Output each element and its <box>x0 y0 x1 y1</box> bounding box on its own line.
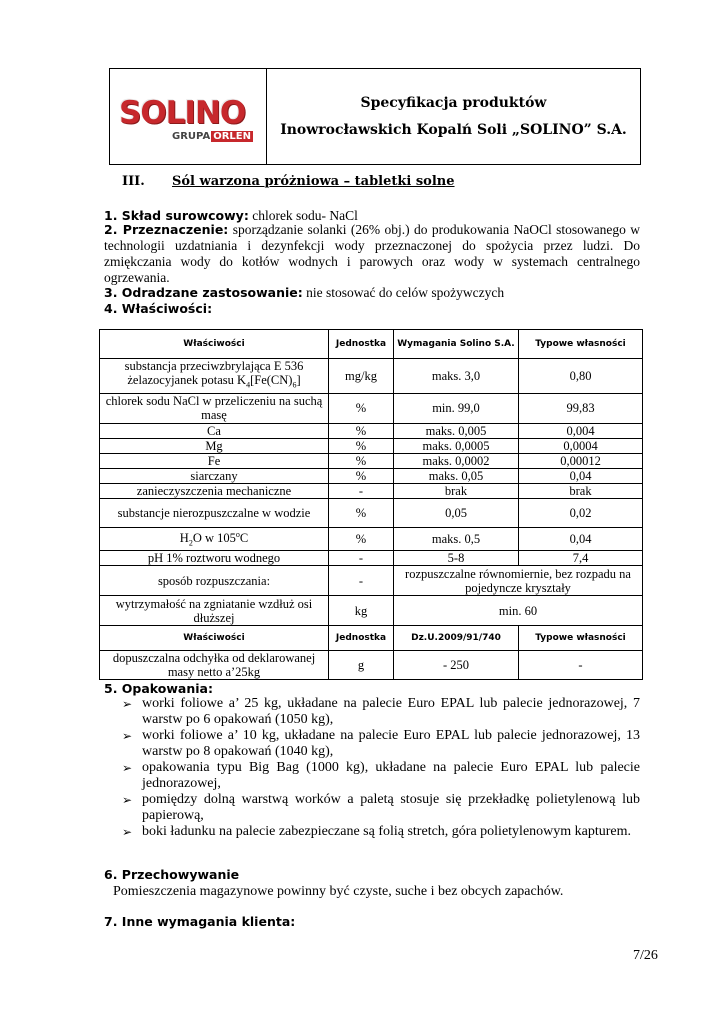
table-row <box>100 596 643 626</box>
column-header: Dz.U.2009/91/740 <box>394 626 519 651</box>
table-cell: 0,04 <box>519 468 643 483</box>
table-cell: 0,00012 <box>519 453 643 468</box>
properties-table <box>99 329 643 680</box>
point-3 <box>104 285 640 301</box>
table-cell: g <box>329 651 394 680</box>
logo-group-label: GRUPA ORLEN <box>172 131 251 142</box>
table-cell: 0,04 <box>519 527 643 551</box>
table-cell: - <box>329 483 394 498</box>
column-header: Właściwości <box>100 330 329 359</box>
table-cell: % <box>329 438 394 453</box>
column-header: Jednostka <box>329 330 394 359</box>
section-number: III. <box>122 174 145 189</box>
arrow-bullet-icon: ➢ <box>122 761 133 775</box>
table-cell: maks. 0,5 <box>394 527 519 551</box>
point-4 <box>104 301 640 317</box>
point-2 <box>104 222 640 286</box>
packaging-heading: 5. Opakowania: <box>104 681 213 696</box>
list-item: ➢ worki foliowe a’ 25 kg, układane na palecie Euro EPAL lub palecie jednorazowej, 7 warstw po 6 opakowań (1050 kg), <box>122 696 640 727</box>
table-cell: - <box>329 566 394 596</box>
table-row <box>100 438 643 453</box>
table-cell: 99,83 <box>519 393 643 423</box>
arrow-bullet-icon: ➢ <box>122 729 133 743</box>
table-row <box>100 468 643 483</box>
point-3-label: 3. Odradzane zastosowanie: <box>104 285 303 300</box>
column-header: Wymagania Solino S.A. <box>394 330 519 359</box>
table-row <box>100 359 643 394</box>
table-cell: - <box>329 551 394 566</box>
table-cell: 0,02 <box>519 498 643 527</box>
storage-heading: 6. Przechowywanie <box>104 867 240 882</box>
title-line-1: Specyfikacja produktów <box>360 94 547 111</box>
column-header: Typowe własności <box>519 330 643 359</box>
client-section <box>104 914 295 929</box>
table-cell: brak <box>394 483 519 498</box>
table-cell: Ca <box>100 423 329 438</box>
table-cell: sposób rozpuszczania: <box>100 566 329 596</box>
table-row <box>100 453 643 468</box>
table-cell: Fe <box>100 453 329 468</box>
table-cell: 0,05 <box>394 498 519 527</box>
table-row <box>100 566 643 596</box>
page-number: 7/26 <box>633 948 658 963</box>
table-row <box>100 483 643 498</box>
company-logo <box>110 69 267 164</box>
table-cell: Mg <box>100 438 329 453</box>
arrow-bullet-icon: ➢ <box>122 697 133 711</box>
table-row <box>100 498 643 527</box>
packaging-list <box>104 696 640 840</box>
table-cell: - <box>519 651 643 680</box>
table-header-row <box>100 626 643 651</box>
table-cell: maks. 0,0002 <box>394 453 519 468</box>
table-row <box>100 551 643 566</box>
table-cell: siarczany <box>100 468 329 483</box>
table-cell: % <box>329 423 394 438</box>
table-cell: rozpuszczalne równomiernie, bez rozpadu na pojedyncze kryształy <box>394 566 643 596</box>
section-title: Sól warzona próżniowa – tabletki solne <box>172 174 455 189</box>
title-line-2: Inowrocławskich Kopalń Soli „SOLINO” S.A. <box>280 121 627 138</box>
section-heading <box>122 174 455 189</box>
column-header: Typowe własności <box>519 626 643 651</box>
table-cell: % <box>329 468 394 483</box>
table-row <box>100 527 643 551</box>
column-header: Właściwości <box>100 626 329 651</box>
table-cell: brak <box>519 483 643 498</box>
table-cell: 5-8 <box>394 551 519 566</box>
table-cell: maks. 3,0 <box>394 359 519 394</box>
table-cell: 0,0004 <box>519 438 643 453</box>
table-cell: min. 99,0 <box>394 393 519 423</box>
table-cell: 7,4 <box>519 551 643 566</box>
table-cell: mg/kg <box>329 359 394 394</box>
table-cell: 0,80 <box>519 359 643 394</box>
logo-wordmark: SOLINO <box>119 95 246 131</box>
arrow-bullet-icon: ➢ <box>122 793 133 807</box>
table-cell: % <box>329 453 394 468</box>
document-title <box>267 69 640 164</box>
table-cell: chlorek sodu NaCl w przeliczeniu na suchą masę <box>100 393 329 423</box>
table-cell: dopuszczalna odchyłka od deklarowanej masy netto a’25kg <box>100 651 329 680</box>
table-cell: wytrzymałość na zgniatanie wzdłuż osi dłuższej <box>100 596 329 626</box>
list-item: ➢ boki ładunku na palecie zabezpieczane są folią stretch, góra polietylenowym kapturem. <box>122 824 632 839</box>
table-cell: % <box>329 527 394 551</box>
arrow-bullet-icon: ➢ <box>122 825 133 839</box>
table-row <box>100 651 643 680</box>
table-cell: kg <box>329 596 394 626</box>
table-cell: maks. 0,0005 <box>394 438 519 453</box>
point-2-label: 2. Przeznaczenie: <box>104 222 229 237</box>
table-cell: maks. 0,005 <box>394 423 519 438</box>
table-cell: % <box>329 393 394 423</box>
table-cell: % <box>329 498 394 527</box>
table-row <box>100 393 643 423</box>
document-header <box>109 68 641 165</box>
point-4-label: 4. Właściwości: <box>104 301 213 316</box>
table-cell: - 250 <box>394 651 519 680</box>
table-row <box>100 423 643 438</box>
point-1-label: 1. Skład surowcowy: <box>104 208 249 223</box>
client-heading: 7. Inne wymagania klienta: <box>104 914 296 929</box>
table-cell: zanieczyszczenia mechaniczne <box>100 483 329 498</box>
table-cell: $H_2O$ w 105$^o$C <box>100 527 329 551</box>
storage-text: Pomieszczenia magazynowe powinny być czyste, suche i bez obcych zapachów. <box>113 884 564 899</box>
list-item: ➢ pomiędzy dolną warstwą worków a paletą stosuje się przekładkę polietylenową lub papierową, <box>122 792 640 823</box>
column-header: Jednostka <box>329 626 394 651</box>
packaging-section <box>104 681 640 840</box>
table-header-row <box>100 330 643 359</box>
list-item: ➢ opakowania typu Big Bag (1000 kg), układane na palecie Euro EPAL lub palecie jednorazowej, <box>122 760 640 791</box>
list-item: ➢ worki foliowe a’ 10 kg, układane na palecie Euro EPAL lub palecie jednorazowej, 13 warstw po 8 opakowań (1040 kg), <box>122 728 640 759</box>
table-cell: pH 1% roztworu wodnego <box>100 551 329 566</box>
point-2-text: sporządzanie solanki (26% obj.) do produkowania NaOCl stosowanego w technologii uzdatniania i dezynfekcji wody przeznaczonej do spożycia przez ludzi. Do zmiękczania wody do kotłów wodnych i parowych oraz wody w systemach centralnego ogrzewania. <box>104 222 640 285</box>
table-cell: substancja przeciwzbrylająca E 536 żelazocyjanek potasu $K_4[Fe(CN)_6]$ <box>100 359 329 394</box>
table-cell: substancje nierozpuszczalne w wodzie <box>100 498 329 527</box>
point-1-text: chlorek sodu- NaCl <box>248 208 358 223</box>
table-cell: min. 60 <box>394 596 643 626</box>
table-cell: maks. 0,05 <box>394 468 519 483</box>
storage-section <box>104 867 644 900</box>
table-cell: 0,004 <box>519 423 643 438</box>
point-3-text: nie stosować do celów spożywczych <box>302 285 505 300</box>
